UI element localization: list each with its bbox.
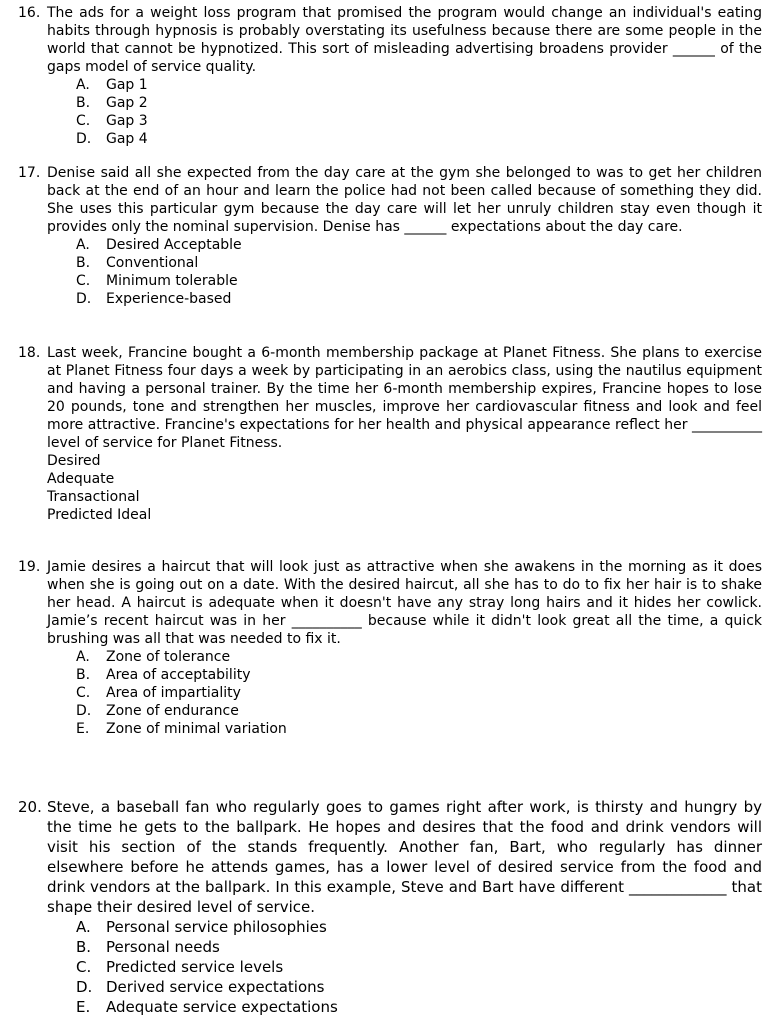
question-18 xyxy=(18,344,762,524)
option-letter: A. xyxy=(76,918,91,936)
option-letter: D. xyxy=(76,131,92,147)
question-20 xyxy=(18,797,762,1017)
question-number: 17. xyxy=(18,165,41,181)
option-letter: A. xyxy=(76,77,90,93)
answer-options xyxy=(18,648,762,738)
question-number: 16. xyxy=(18,5,41,21)
option-d xyxy=(18,130,762,148)
option-letter: C. xyxy=(76,958,92,976)
option-transactional: Transactional xyxy=(47,489,140,505)
option-a xyxy=(18,917,762,937)
option-b xyxy=(18,937,762,957)
option-letter: B. xyxy=(76,667,91,683)
option-text: Zone of minimal variation xyxy=(106,721,287,737)
option-d xyxy=(18,977,762,997)
option-letter: D. xyxy=(76,978,93,996)
option-desired: Desired xyxy=(47,453,101,469)
option-text: Conventional xyxy=(106,255,199,271)
option-text: Predicted service levels xyxy=(106,958,284,976)
question-number: 20. xyxy=(18,798,42,816)
option-text: Gap 4 xyxy=(106,131,148,147)
option-letter: B. xyxy=(76,255,91,271)
question-16 xyxy=(18,4,762,148)
option-letter: C. xyxy=(76,273,91,289)
option-letter: A. xyxy=(76,237,90,253)
option-d xyxy=(18,702,762,720)
option-letter: C. xyxy=(76,113,91,129)
option-text: Gap 2 xyxy=(106,95,148,111)
question-text: Steve, a baseball fan who regularly goes to games right after work, is thirsty and hungry by the time he gets to the ballpark. He hopes and desires that the food and drink vendors will visit his section of the stands frequently. Another fan, Bart, who regularly has dinner elsewhere before he attends games, has a lower level of desired service from the food and drink vendors at the ballpark. In this example, Steve and Bart have different _____________ that shape their desired level of service. xyxy=(47,798,762,916)
option-e xyxy=(18,720,762,738)
option-text: Desired Acceptable xyxy=(106,237,242,253)
option-a xyxy=(18,236,762,254)
question-19 xyxy=(18,558,762,738)
option-b xyxy=(18,254,762,272)
answer-options xyxy=(18,917,762,1017)
option-a xyxy=(18,76,762,94)
option-predicted-ideal: Predicted Ideal xyxy=(47,507,152,523)
option-text: Gap 1 xyxy=(106,77,148,93)
option-e xyxy=(18,997,762,1017)
question-text: The ads for a weight loss program that promised the program would change an individual's eating habits through hypnosis is probably overstating its usefulness because there are some people in the world that cannot be hypnotized. This sort of misleading advertising broadens provider ______ of the gaps model of service quality. xyxy=(47,5,762,75)
question-number: 19. xyxy=(18,559,41,575)
option-text: Minimum tolerable xyxy=(106,273,238,289)
option-letter: E. xyxy=(76,721,90,737)
option-c xyxy=(18,272,762,290)
option-letter: B. xyxy=(76,938,92,956)
option-text: Zone of endurance xyxy=(106,703,239,719)
option-a xyxy=(18,648,762,666)
option-b xyxy=(18,666,762,684)
option-c xyxy=(18,684,762,702)
answer-options xyxy=(18,236,762,308)
option-text: Experience-based xyxy=(106,291,232,307)
option-text: Area of impartiality xyxy=(106,685,241,701)
option-c xyxy=(18,112,762,130)
option-text: Derived service expectations xyxy=(106,978,325,996)
answer-options xyxy=(18,76,762,148)
question-17 xyxy=(18,164,762,308)
question-number: 18. xyxy=(18,345,41,361)
option-text: Personal service philosophies xyxy=(106,918,327,936)
option-text: Personal needs xyxy=(106,938,220,956)
option-text: Area of acceptability xyxy=(106,667,251,683)
option-text: Gap 3 xyxy=(106,113,148,129)
option-letter: B. xyxy=(76,95,91,111)
option-letter: A. xyxy=(76,649,90,665)
option-d xyxy=(18,290,762,308)
question-text: Jamie desires a haircut that will look just as attractive when she awakens in the morning as it does when she is going out on a date. With the desired haircut, all she has to do to fix her hair is to shake her head. A haircut is adequate when it doesn't have any stray long hairs and it hides her cowlick. Jamie’s recent haircut was in her __________ because while it didn't look great all the time, a quick brushing was all that was needed to fix it. xyxy=(47,559,762,647)
option-text: Zone of tolerance xyxy=(106,649,231,665)
option-adequate: Adequate xyxy=(47,471,115,487)
option-letter: E. xyxy=(76,998,91,1016)
question-text: Denise said all she expected from the day care at the gym she belonged to was to get her children back at the end of an hour and learn the police had not been called because of something they did. She uses this particular gym because the day care will let her unruly children stay even though it provides only the nominal supervision. Denise has ______ expectations about the day care. xyxy=(47,165,762,235)
option-letter: D. xyxy=(76,291,92,307)
option-letter: C. xyxy=(76,685,91,701)
answer-options xyxy=(47,452,762,524)
question-text: Last week, Francine bought a 6-month membership package at Planet Fitness. She plans to exercise at Planet Fitness four days a week by participating in an aerobics class, using the nautilus equipment and having a personal trainer. By the time her 6-month membership expires, Francine hopes to lose 20 pounds, tone and strengthen her muscles, improve her cardiovascular fitness and look and feel more attractive. Francine's expectations for her health and physical appearance reflect her __________ level of service for Planet Fitness. xyxy=(47,345,762,451)
option-text: Adequate service expectations xyxy=(106,998,338,1016)
option-letter: D. xyxy=(76,703,92,719)
option-b xyxy=(18,94,762,112)
option-c xyxy=(18,957,762,977)
